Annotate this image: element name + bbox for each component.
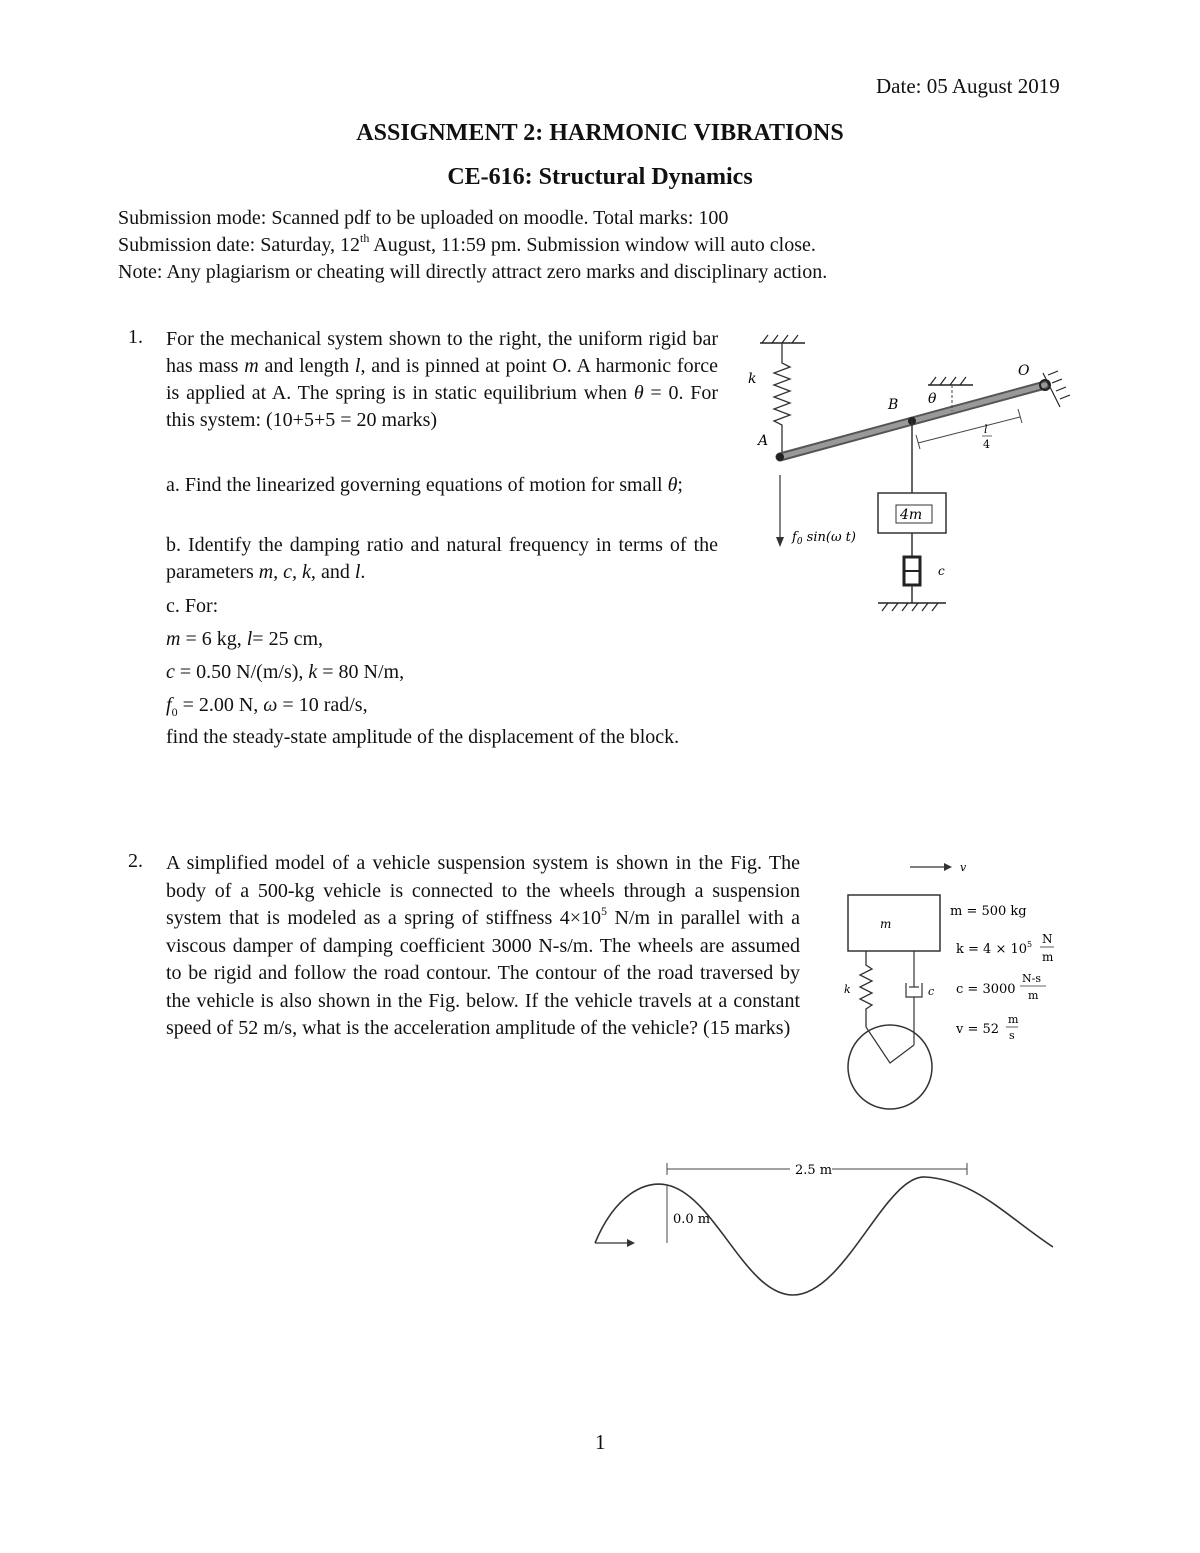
road-wave xyxy=(595,1177,1053,1295)
param-stiffness: $k = 4 \times 10^5$ xyxy=(956,940,1033,957)
c-unit-num: N-s xyxy=(1022,972,1041,985)
param-f-omega: $f_0 = 2.00$ N, ω = 10 rad/s, xyxy=(166,694,368,719)
label-force: $f_0$ sin(ω t) xyxy=(792,530,856,547)
spring-k xyxy=(774,343,790,455)
param-m-l: m = 6 kg, l= 25 cm, xyxy=(166,628,324,650)
course-title: CE-616: Structural Dynamics xyxy=(447,164,753,190)
label-k2: k xyxy=(844,983,851,996)
page-number: 1 xyxy=(595,1430,606,1454)
question-1b: b. Identify the damping ratio and natural frequency in terms of the parameters m, c, k, and l. xyxy=(166,534,718,583)
label-c2: c xyxy=(928,985,935,998)
param-c-k: c = 0.50 N/(m/s), k = 80 N/m, xyxy=(166,661,405,683)
v-unit-num: m xyxy=(1008,1013,1019,1026)
label-amplitude: 0.0 m xyxy=(673,1212,711,1227)
question-1c-task: find the steady-state amplitude of the displacement of the block. xyxy=(166,726,680,748)
figure-1-mechanical-system xyxy=(730,325,1070,625)
wheel xyxy=(848,1025,932,1109)
question-1c: c. For: xyxy=(166,595,219,617)
vehicle-body xyxy=(848,895,940,951)
label-l-over-4-num: l xyxy=(984,423,988,436)
param-mass: m = 500 kg xyxy=(950,904,1027,919)
label-m: m xyxy=(880,917,892,931)
label-k: k xyxy=(748,371,757,387)
label-theta: θ xyxy=(928,391,937,407)
question-2-text: A simplified model of a vehicle suspension system is shown in the Fig. The body of a 500-kg vehicle is connected to the wheels through a suspension system that is modeled as a spring of stiffness $4\times 10^5$ N/m in parallel with a viscous damper of damping coefficient 3000 N-s/m. The wheels are assumed to be rigid and follow the road contour. The contour of the road traversed by the vehicle is also shown in the Fig. below. If the vehicle travels at a constant speed of 52 m/s, what is the acceleration amplitude of the vehicle? (15 marks) xyxy=(166,852,800,1039)
param-velocity: v = 52 xyxy=(956,1022,1000,1037)
label-c: c xyxy=(938,564,945,578)
figure-2-vehicle-suspension xyxy=(830,855,1060,1125)
label-A: A xyxy=(758,433,769,449)
submission-date: Submission date: Saturday, 12th August, 11:59 pm. Submission window will auto close. xyxy=(118,231,816,256)
label-v: v xyxy=(960,861,967,874)
label-O: O xyxy=(1018,363,1030,379)
suspension-spring xyxy=(860,951,872,1027)
label-B: B xyxy=(888,397,899,413)
date: Date: 05 August 2019 xyxy=(876,74,1060,98)
label-wavelength: 2.5 m xyxy=(795,1163,833,1178)
param-damping: c = 3000 xyxy=(956,982,1016,997)
label-4m: 4m xyxy=(900,507,923,523)
label-l-over-4-den: 4 xyxy=(983,438,990,451)
plagiarism-note: Note: Any plagiarism or cheating will directly attract zero marks and disciplinary action. xyxy=(118,261,828,283)
question-2-number: 2. xyxy=(128,850,143,872)
figure-3-road-contour xyxy=(585,1155,1065,1315)
submission-mode: Submission mode: Scanned pdf to be uploaded on moodle. Total marks: 100 xyxy=(118,207,729,229)
question-1-number: 1. xyxy=(128,326,143,348)
question-1a: a. Find the linearized governing equations of motion for small θ; xyxy=(166,474,683,496)
question-1-intro: For the mechanical system shown to the right, the uniform rigid bar has mass m and length l, and is pinned at point O. A harmonic force is applied at A. The spring is in static equilibrium when θ = 0. For this system: (10+5+5 = 20 marks) xyxy=(166,328,718,431)
assignment-title: ASSIGNMENT 2: HARMONIC VIBRATIONS xyxy=(356,120,844,146)
v-unit-den: s xyxy=(1009,1029,1015,1042)
c-unit-den: m xyxy=(1028,989,1039,1002)
k-unit-den: m xyxy=(1042,950,1054,964)
k-unit-num: N xyxy=(1042,932,1053,946)
